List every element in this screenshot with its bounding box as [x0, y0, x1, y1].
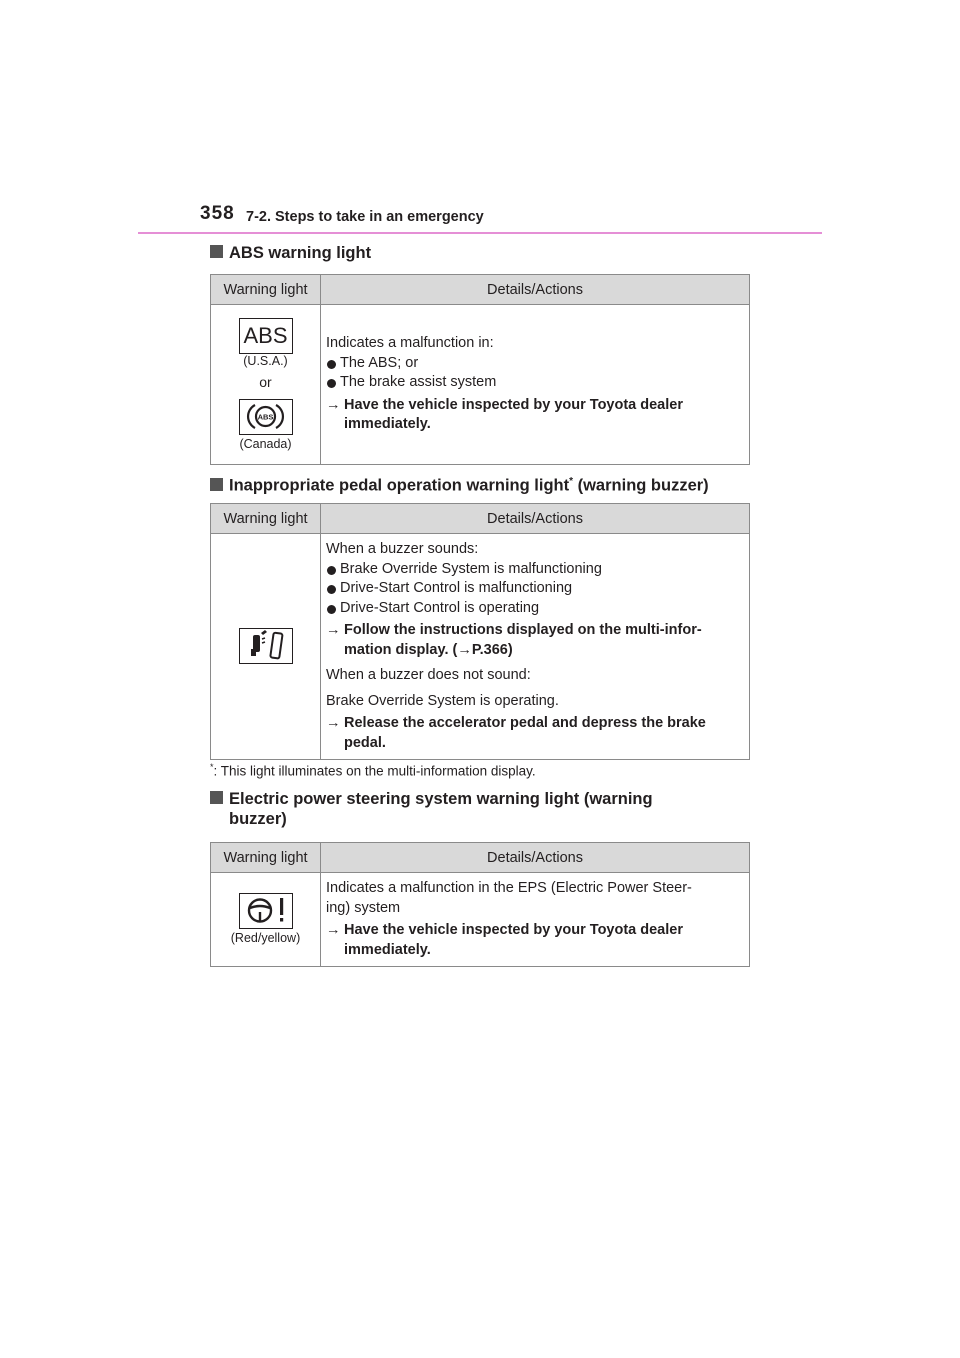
caption-canada: (Canada) [239, 436, 292, 451]
abs-warning-icon: ABS [239, 318, 293, 354]
col-header-warning-light: Warning light [211, 275, 321, 305]
arrow-right-icon: → [457, 641, 472, 658]
eps-icon-cell [211, 873, 321, 967]
caption-usa: (U.S.A.) [243, 353, 288, 368]
arrow-right-icon: → [326, 715, 341, 731]
page-number: 358 [200, 203, 235, 224]
square-bullet-icon [210, 478, 223, 491]
section-heading-abs: ABS warning light [210, 243, 371, 263]
abs-details [321, 305, 750, 465]
svg-text:ABS: ABS [257, 412, 274, 421]
abs-circle-warning-icon [239, 399, 293, 435]
pedal-nosound-text: Brake Override System is operating. [326, 692, 559, 709]
or-label: or [259, 373, 272, 390]
eps-warning-table [210, 842, 750, 967]
abs-warning-table [210, 274, 750, 465]
arrow-right-icon: → [326, 922, 341, 938]
square-bullet-icon [210, 791, 223, 804]
section-heading-pedal: Inappropriate pedal operation warning light* (warning buzzer) [210, 472, 709, 496]
col-header-details: Details/Actions [321, 275, 750, 305]
pedal-icon-cell [211, 534, 321, 760]
pedal-bullet: Brake Override System is malfunctioning [326, 560, 743, 580]
abs-bullet: The brake assist system [326, 373, 743, 393]
col-header-details: Details/Actions [321, 843, 750, 873]
pedal-warning-icon [239, 628, 293, 664]
pedal-action-2: → Release the accelerator pedal and depress the brake pedal. [326, 715, 706, 751]
header-divider [138, 232, 822, 234]
pedal-bullet: Drive-Start Control is operating [326, 599, 743, 619]
eps-action: → Have the vehicle inspected by your Toyota dealer immediately. [326, 922, 683, 958]
pedal-action-1: → Follow the instructions displayed on the multi-infor- mation display. (→P.366) [326, 622, 702, 658]
pedal-bullet: Drive-Start Control is malfunctioning [326, 579, 743, 599]
arrow-right-icon: → [326, 622, 341, 638]
caption-red-yellow: (Red/yellow) [230, 931, 301, 945]
pedal-warning-table [210, 503, 750, 760]
footnote: *: This light illuminates on the multi-information display. [210, 762, 536, 779]
eps-details: Indicates a malfunction in the EPS (Electric Power Steer- ing) system → Have the vehicle inspected by your Toyota dealer immediately. [321, 873, 750, 967]
col-header-details: Details/Actions [321, 504, 750, 534]
chapter-title: 7-2. Steps to take in an emergency [246, 209, 484, 225]
square-bullet-icon [210, 245, 223, 258]
abs-intro: Indicates a malfunction in: [326, 335, 494, 352]
page-reference-link[interactable]: P.366) [471, 641, 513, 658]
steering-wheel-warning-icon [239, 893, 293, 929]
abs-bullet: The ABS; or [326, 354, 743, 374]
col-header-warning-light: Warning light [211, 504, 321, 534]
pedal-sound-intro: When a buzzer sounds: [326, 541, 479, 557]
abs-icon-cell [211, 305, 321, 465]
pedal-nosound-intro: When a buzzer does not sound: [326, 667, 531, 683]
abs-action: → Have the vehicle inspected by your Toyota dealer immediately. [326, 396, 683, 433]
arrow-right-icon: → [326, 396, 341, 413]
col-header-warning-light: Warning light [211, 843, 321, 873]
pedal-details [321, 534, 750, 760]
section-heading-eps: Electric power steering system warning light (warning buzzer) [210, 789, 653, 829]
